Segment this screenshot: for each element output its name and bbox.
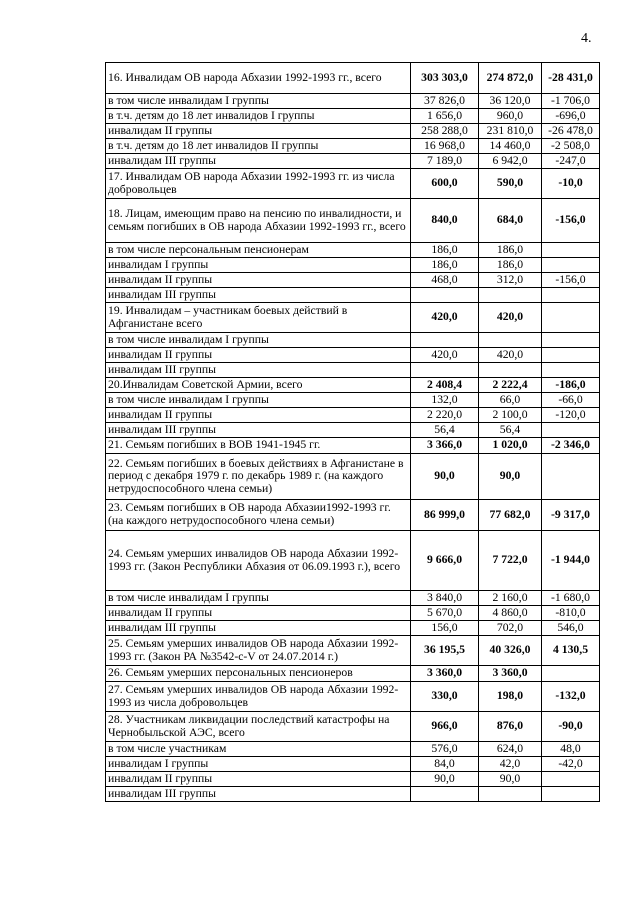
table-row <box>106 124 600 139</box>
value-col-1: 3 840,0 <box>411 591 479 606</box>
value-col-1: 9 666,0 <box>411 531 479 591</box>
value-col-2: 77 682,0 <box>479 500 542 531</box>
value-col-2: 1 020,0 <box>479 438 542 454</box>
difference-col: 4 130,5 <box>542 636 600 666</box>
table-row <box>106 363 600 378</box>
table-row <box>106 94 600 109</box>
table-row <box>106 438 600 454</box>
difference-col <box>542 666 600 682</box>
row-label: 16. Инвалидам ОВ народа Абхазии 1992-1993 гг., всего <box>106 63 411 94</box>
value-col-1: 186,0 <box>411 258 479 273</box>
value-col-1: 56,4 <box>411 423 479 438</box>
value-col-2: 42,0 <box>479 757 542 772</box>
value-col-2: 90,0 <box>479 454 542 500</box>
table-row <box>106 531 600 591</box>
table-row <box>106 393 600 408</box>
table-row <box>106 378 600 393</box>
table-row <box>106 787 600 802</box>
difference-col <box>542 363 600 378</box>
value-col-1: 37 826,0 <box>411 94 479 109</box>
table-row <box>106 591 600 606</box>
value-col-2: 186,0 <box>479 258 542 273</box>
row-label: инвалидам II группы <box>106 124 411 139</box>
row-label: 26. Семьям умерших персональных пенсионеров <box>106 666 411 682</box>
row-label: инвалидам III группы <box>106 423 411 438</box>
difference-col: -90,0 <box>542 712 600 742</box>
difference-col <box>542 787 600 802</box>
row-label: инвалидам II группы <box>106 772 411 787</box>
row-label: в т.ч. детям до 18 лет инвалидов I группы <box>106 109 411 124</box>
row-label: в том числе инвалидам I группы <box>106 393 411 408</box>
difference-col <box>542 258 600 273</box>
row-label: 19. Инвалидам – участникам боевых действий в Афганистане всего <box>106 303 411 333</box>
value-col-1: 90,0 <box>411 454 479 500</box>
value-col-2: 2 222,4 <box>479 378 542 393</box>
value-col-1: 600,0 <box>411 169 479 199</box>
row-label: инвалидам II группы <box>106 348 411 363</box>
table-row <box>106 258 600 273</box>
table-row <box>106 621 600 636</box>
difference-col: -10,0 <box>542 169 600 199</box>
value-col-2 <box>479 288 542 303</box>
row-label: инвалидам I группы <box>106 757 411 772</box>
difference-col <box>542 423 600 438</box>
value-col-1: 258 288,0 <box>411 124 479 139</box>
pension-budget-table <box>105 62 600 802</box>
value-col-2: 56,4 <box>479 423 542 438</box>
value-col-2: 7 722,0 <box>479 531 542 591</box>
value-col-1: 966,0 <box>411 712 479 742</box>
value-col-2: 420,0 <box>479 303 542 333</box>
value-col-1: 420,0 <box>411 303 479 333</box>
table-row <box>106 454 600 500</box>
table-row <box>106 154 600 169</box>
row-label: 25. Семьям умерших инвалидов ОВ народа Абхазии 1992-1993 гг. (Закон РА №3542-с-V от 24.07.2014 г.) <box>106 636 411 666</box>
value-col-1: 5 670,0 <box>411 606 479 621</box>
value-col-2 <box>479 333 542 348</box>
value-col-1: 576,0 <box>411 742 479 757</box>
row-label: 18. Лицам, имеющим право на пенсию по инвалидности, и семьям погибших в ОВ народа Абхазии 1992-1993 гг., всего <box>106 199 411 243</box>
difference-col: -696,0 <box>542 109 600 124</box>
value-col-2: 590,0 <box>479 169 542 199</box>
value-col-2: 684,0 <box>479 199 542 243</box>
difference-col: -120,0 <box>542 408 600 423</box>
table-row <box>106 772 600 787</box>
difference-col: -26 478,0 <box>542 124 600 139</box>
value-col-2: 186,0 <box>479 243 542 258</box>
row-label: в том числе инвалидам I группы <box>106 591 411 606</box>
value-col-1 <box>411 288 479 303</box>
row-label: инвалидам III группы <box>106 288 411 303</box>
table-row <box>106 408 600 423</box>
value-col-1: 156,0 <box>411 621 479 636</box>
value-col-2 <box>479 787 542 802</box>
difference-col <box>542 772 600 787</box>
difference-col: -1 680,0 <box>542 591 600 606</box>
value-col-2: 3 360,0 <box>479 666 542 682</box>
difference-col <box>542 333 600 348</box>
row-label: в том числе персональным пенсионерам <box>106 243 411 258</box>
value-col-2: 960,0 <box>479 109 542 124</box>
table-body <box>106 63 600 802</box>
row-label: 23. Семьям погибших в ОВ народа Абхазии1992-1993 гг. (на каждого нетрудоспособного члена семьи) <box>106 500 411 531</box>
difference-col: -1 706,0 <box>542 94 600 109</box>
value-col-1: 16 968,0 <box>411 139 479 154</box>
value-col-1: 468,0 <box>411 273 479 288</box>
row-label: 28. Участникам ликвидации последствий катастрофы на Чернобыльской АЭС, всего <box>106 712 411 742</box>
table-row <box>106 606 600 621</box>
difference-col <box>542 348 600 363</box>
value-col-2: 14 460,0 <box>479 139 542 154</box>
row-label: инвалидам II группы <box>106 408 411 423</box>
value-col-1: 90,0 <box>411 772 479 787</box>
table-row <box>106 139 600 154</box>
table-row <box>106 169 600 199</box>
row-label: 21. Семьям погибших в ВОВ 1941-1945 гг. <box>106 438 411 454</box>
difference-col: -247,0 <box>542 154 600 169</box>
row-label: в том числе участникам <box>106 742 411 757</box>
table-row <box>106 712 600 742</box>
table-row <box>106 303 600 333</box>
table-row <box>106 348 600 363</box>
value-col-1 <box>411 333 479 348</box>
value-col-2: 702,0 <box>479 621 542 636</box>
value-col-1: 186,0 <box>411 243 479 258</box>
table-row <box>106 742 600 757</box>
value-col-1 <box>411 363 479 378</box>
table-row <box>106 288 600 303</box>
table-row <box>106 423 600 438</box>
value-col-1: 1 656,0 <box>411 109 479 124</box>
page-number: 4. <box>581 31 592 46</box>
value-col-1: 3 366,0 <box>411 438 479 454</box>
table-row <box>106 333 600 348</box>
difference-col: -28 431,0 <box>542 63 600 94</box>
value-col-2: 2 160,0 <box>479 591 542 606</box>
difference-col: 546,0 <box>542 621 600 636</box>
table-row <box>106 273 600 288</box>
value-col-1: 36 195,5 <box>411 636 479 666</box>
difference-col <box>542 243 600 258</box>
value-col-1 <box>411 787 479 802</box>
value-col-1: 2 220,0 <box>411 408 479 423</box>
value-col-2: 40 326,0 <box>479 636 542 666</box>
difference-col: -42,0 <box>542 757 600 772</box>
row-label: 17. Инвалидам ОВ народа Абхазии 1992-1993 гг. из числа добровольцев <box>106 169 411 199</box>
row-label: 24. Семьям умерших инвалидов ОВ народа Абхазии 1992-1993 гг. (Закон Республики Абхазия от 06.09.1993 г.), всего <box>106 531 411 591</box>
table-row <box>106 243 600 258</box>
row-label: инвалидам III группы <box>106 363 411 378</box>
table-row <box>106 199 600 243</box>
value-col-2: 36 120,0 <box>479 94 542 109</box>
row-label: инвалидам III группы <box>106 154 411 169</box>
table-row <box>106 63 600 94</box>
difference-col: -2 508,0 <box>542 139 600 154</box>
difference-col <box>542 454 600 500</box>
table-row <box>106 500 600 531</box>
value-col-2: 2 100,0 <box>479 408 542 423</box>
difference-col <box>542 288 600 303</box>
table-row <box>106 109 600 124</box>
difference-col: -1 944,0 <box>542 531 600 591</box>
value-col-1: 840,0 <box>411 199 479 243</box>
row-label: в том числе инвалидам I группы <box>106 94 411 109</box>
value-col-2: 4 860,0 <box>479 606 542 621</box>
value-col-2: 420,0 <box>479 348 542 363</box>
difference-col: -66,0 <box>542 393 600 408</box>
value-col-1: 2 408,4 <box>411 378 479 393</box>
row-label: инвалидам I группы <box>106 258 411 273</box>
value-col-2: 90,0 <box>479 772 542 787</box>
table-row <box>106 636 600 666</box>
difference-col: -156,0 <box>542 199 600 243</box>
row-label: 20.Инвалидам Советской Армии, всего <box>106 378 411 393</box>
difference-col: -2 346,0 <box>542 438 600 454</box>
table-row <box>106 757 600 772</box>
difference-col: -810,0 <box>542 606 600 621</box>
row-label: в том числе инвалидам I группы <box>106 333 411 348</box>
value-col-2: 624,0 <box>479 742 542 757</box>
difference-col: -9 317,0 <box>542 500 600 531</box>
difference-col: -186,0 <box>542 378 600 393</box>
difference-col: -156,0 <box>542 273 600 288</box>
value-col-1: 132,0 <box>411 393 479 408</box>
row-label: инвалидам III группы <box>106 621 411 636</box>
value-col-1: 3 360,0 <box>411 666 479 682</box>
row-label: инвалидам III группы <box>106 787 411 802</box>
value-col-1: 420,0 <box>411 348 479 363</box>
value-col-2: 876,0 <box>479 712 542 742</box>
value-col-2: 312,0 <box>479 273 542 288</box>
value-col-1: 303 303,0 <box>411 63 479 94</box>
value-col-2: 66,0 <box>479 393 542 408</box>
table-row <box>106 666 600 682</box>
value-col-1: 330,0 <box>411 682 479 712</box>
value-col-2: 274 872,0 <box>479 63 542 94</box>
row-label: 27. Семьям умерших инвалидов ОВ народа Абхазии 1992-1993 из числа добровольцев <box>106 682 411 712</box>
value-col-2: 6 942,0 <box>479 154 542 169</box>
row-label: инвалидам II группы <box>106 273 411 288</box>
value-col-2: 198,0 <box>479 682 542 712</box>
table-row <box>106 682 600 712</box>
value-col-1: 84,0 <box>411 757 479 772</box>
difference-col: 48,0 <box>542 742 600 757</box>
row-label: в т.ч. детям до 18 лет инвалидов II группы <box>106 139 411 154</box>
value-col-2: 231 810,0 <box>479 124 542 139</box>
value-col-1: 7 189,0 <box>411 154 479 169</box>
row-label: 22. Семьям погибших в боевых действиях в Афганистане в период с декабря 1979 г. по декабрь 1989 г. (на каждого нетрудоспособного члена семьи) <box>106 454 411 500</box>
value-col-2 <box>479 363 542 378</box>
difference-col <box>542 303 600 333</box>
value-col-1: 86 999,0 <box>411 500 479 531</box>
row-label: инвалидам II группы <box>106 606 411 621</box>
difference-col: -132,0 <box>542 682 600 712</box>
